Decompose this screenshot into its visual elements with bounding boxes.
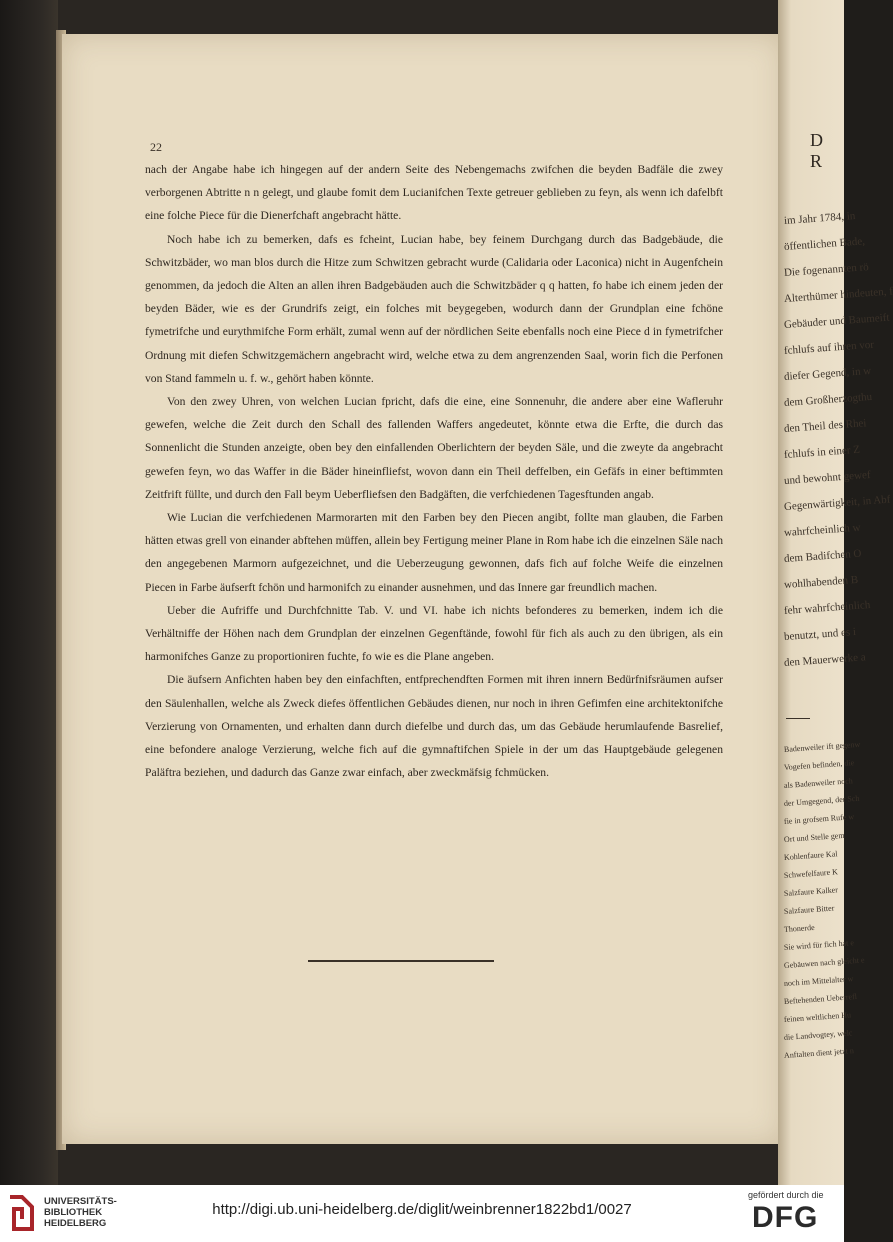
right-page-line: benutzt, und es i	[783, 625, 857, 643]
viewer-footer	[0, 1185, 844, 1242]
right-page-line: der Umgegend, der Sch	[783, 793, 860, 808]
right-page-line: Kohlenfaure Kal	[783, 849, 838, 862]
right-page-line: dem Großherzogthu	[783, 390, 873, 409]
library-name-line1: UNIVERSITÄTS-	[44, 1196, 117, 1207]
dfg-logo: DFG	[752, 1201, 819, 1234]
right-page-line: im Jahr 1784, in	[783, 210, 856, 227]
right-page-line: öffentlichen Bade,	[783, 235, 866, 253]
paragraph: Die äufsern Anfichten haben bey den einfachften, entfprechendften Formen mit ihren innern Bedürfnifsräumen aufser den Säulenhallen, welche als Zweck diefes öffentlichen Gebäudes dienen, nur noch in ihren Gefimfen eine architektonifche Verzierung von Ornamenten, und erhalten dann durch diefelbe und durch das, um das Gebäude herumlaufende Basrelief, eine befondere analoge Verzierung, welche fich auf die gymnaftifchen Spiele in der um das Hauptgebäude gelegenen Paläftra beziehen, und dadurch das Ganze zwar einfach, aber zweckmäfsig fchmücken.	[145, 673, 723, 780]
page-number: 22	[150, 140, 162, 154]
right-page-line: wahrfcheinlich w	[783, 521, 861, 539]
right-page-line: Gebäuder und Baumeift	[783, 311, 890, 331]
paragraph: Von den zwey Uhren, von welchen Lucian fpricht, dafs die eine, eine Sonnenuhr, die andere aber eine Wafleruhr gewefen, welche die Zeit durch den Schall des fallenden Waffers angedeutet, könnte etwa die Erfte, die durch das Sonnenlicht die Stunden anzeigte, oben bey den einfallenden Oberlichtern der beyden Säle, und die zweyte da angebracht gewefen feyn, wo das Waffer in die Bäder hineinfliefst, wovon dann ein Theil deffelben, ein Gefäfs in einer beftimmten Zeitfrift füllte, und durch den Fall beym Ueberfliefsen den Badgäften, die verfchiedenen Tagesftunden angab.	[145, 395, 723, 501]
right-page-line: Schwefelfaure K	[783, 867, 839, 880]
right-page-line: Beftehenden Ueberrefl	[783, 991, 858, 1006]
right-page-line: fchlufs in einer Z	[783, 443, 861, 461]
right-page-line: noch im Mittelalter w	[783, 974, 854, 988]
library-name-line2: BIBLIOTHEK	[44, 1207, 103, 1218]
right-page-line: wohlhabenden B	[783, 573, 859, 591]
right-page-line: Thonerde	[783, 922, 815, 934]
right-page-line: fchlufs auf ihren vor	[783, 338, 875, 357]
right-page-line: Salzfaure Kalker	[783, 885, 839, 898]
funding-label: gefördert durch die	[748, 1190, 824, 1200]
right-page-line: Die fogenannten rö	[783, 261, 870, 279]
right-page-line: diefer Gegend, in w	[783, 364, 872, 383]
right-page-line: Anftalten dient jetzt n	[783, 1046, 855, 1060]
paragraph: Wie Lucian die verfchiedenen Marmorarten mit den Farben bey den Piecen angibt, follte man glauben, die Farben hätten etwas grell von einander abftehen müffen, allein bey Fertigung meiner Plane in Rom habe ich die einzelnen Säle nach den angegebenen Marmorn aufgezeichnet, und die Ueberzeugung gewonnen, dafs fich auf folche Weife die einzelnen Piecen in Farbe äufserft fchön und harmonifch zu einander ausnehmen, und das Innere gar freundlich machen.	[145, 511, 723, 594]
right-page-line: die Landvogtey, welc	[783, 1028, 853, 1042]
right-page-line: Badenweiler ift gegenw	[783, 739, 861, 754]
right-page-line: Salzfaure Bitter	[783, 903, 835, 916]
right-page-line: feinen weltlichen Hu	[783, 1010, 852, 1024]
right-page-line: den Mauerwerke a	[783, 651, 867, 669]
book-cover-edge	[0, 0, 58, 1185]
closing-rule	[308, 960, 494, 962]
permalink-url[interactable]: http://digi.ub.uni-heidelberg.de/diglit/weinbrenner1822bd1/0027	[212, 1201, 632, 1218]
right-page-line: Gebäuwen nach gleicht e	[783, 955, 865, 970]
paragraph: Ueber die Aufriffe und Durchfchnitte Tab. V. und VI. habe ich nichts befonderes zu bemerken, indem ich die Verhältniffe der Höhen nach dem Grundplan der einzelnen Gegenftände, fowohl für fich als auch zu den übrigen, als ein harmonifches Ganze zu proportioniren fuchte, fo wie es die Plane angeben.	[145, 603, 723, 664]
right-page-line: fehr wahrfcheinlich	[783, 598, 871, 617]
right-page-line: Alterthümer hindeuten, f	[783, 285, 893, 305]
right-page-fragment	[778, 0, 893, 1185]
right-page-line: Gegenwärtigkeit, in Abf	[783, 493, 891, 513]
right-page-footnote-rule	[786, 718, 810, 719]
paragraph: Noch habe ich zu bemerken, dafs es fcheint, Lucian habe, bey feinem Durchgang durch das Badgebäude, die Schwitzbäder, wo man blos durch die Hitze zum Schwitzen gebracht wurde (Calidaria oder Laconica) nicht in Augenfchein genommen, da jedoch die Alten an allen ihren Badgebäuden auch die Schwitzbäder q q hatten, fo habe ich einem jeden der beyden Bäder, wie es der Grundrifs zeigt, ein folches mit beygegeben, wodurch dann der Grundplan eine fchöne fymetrifche und eurythmifche Form erhält, zumal wenn auf der nördlichen Seite ebenfalls noch eine Piece d in fymetrifcher Ordnung mit diefen Schwitzgemächern angebracht wird, welche etwa zu dem angrenzenden Saal, worin fich die Perfonen von Stand fammeln u. f. w., gehört haben könnte.	[145, 232, 723, 385]
right-page-line: Ort und Stelle gem	[783, 830, 845, 844]
right-page-line: als Badenweiler noch	[783, 776, 854, 790]
library-name-line3: HEIDELBERG	[44, 1218, 107, 1229]
right-page-line: Vogefen befinden, die	[783, 758, 855, 772]
right-page-line: Sie wird für fich hat e	[783, 938, 855, 952]
paragraph: nach der Angabe habe ich hingegen auf der andern Seite des Nebengemachs zwifchen die beyden Badfäle die zwey verborgenen Abtritte n n gelegt, und glaube fomit dem Lucianifchen Texte getreuer geblieben zu feyn, als wenn ich dafelbft eine folche Piece für die Dienerfchaft angebracht hätte.	[145, 163, 723, 223]
right-page-line: dem Badifchen O	[783, 547, 862, 565]
right-page-line: fie in grofsem Rufe w	[783, 812, 855, 826]
right-page-line: den Theil des Rhei	[783, 417, 867, 435]
page-body-text	[145, 158, 723, 784]
right-page-line: und bewohnt gewef	[783, 468, 871, 487]
right-page-heading: D R	[810, 130, 829, 171]
